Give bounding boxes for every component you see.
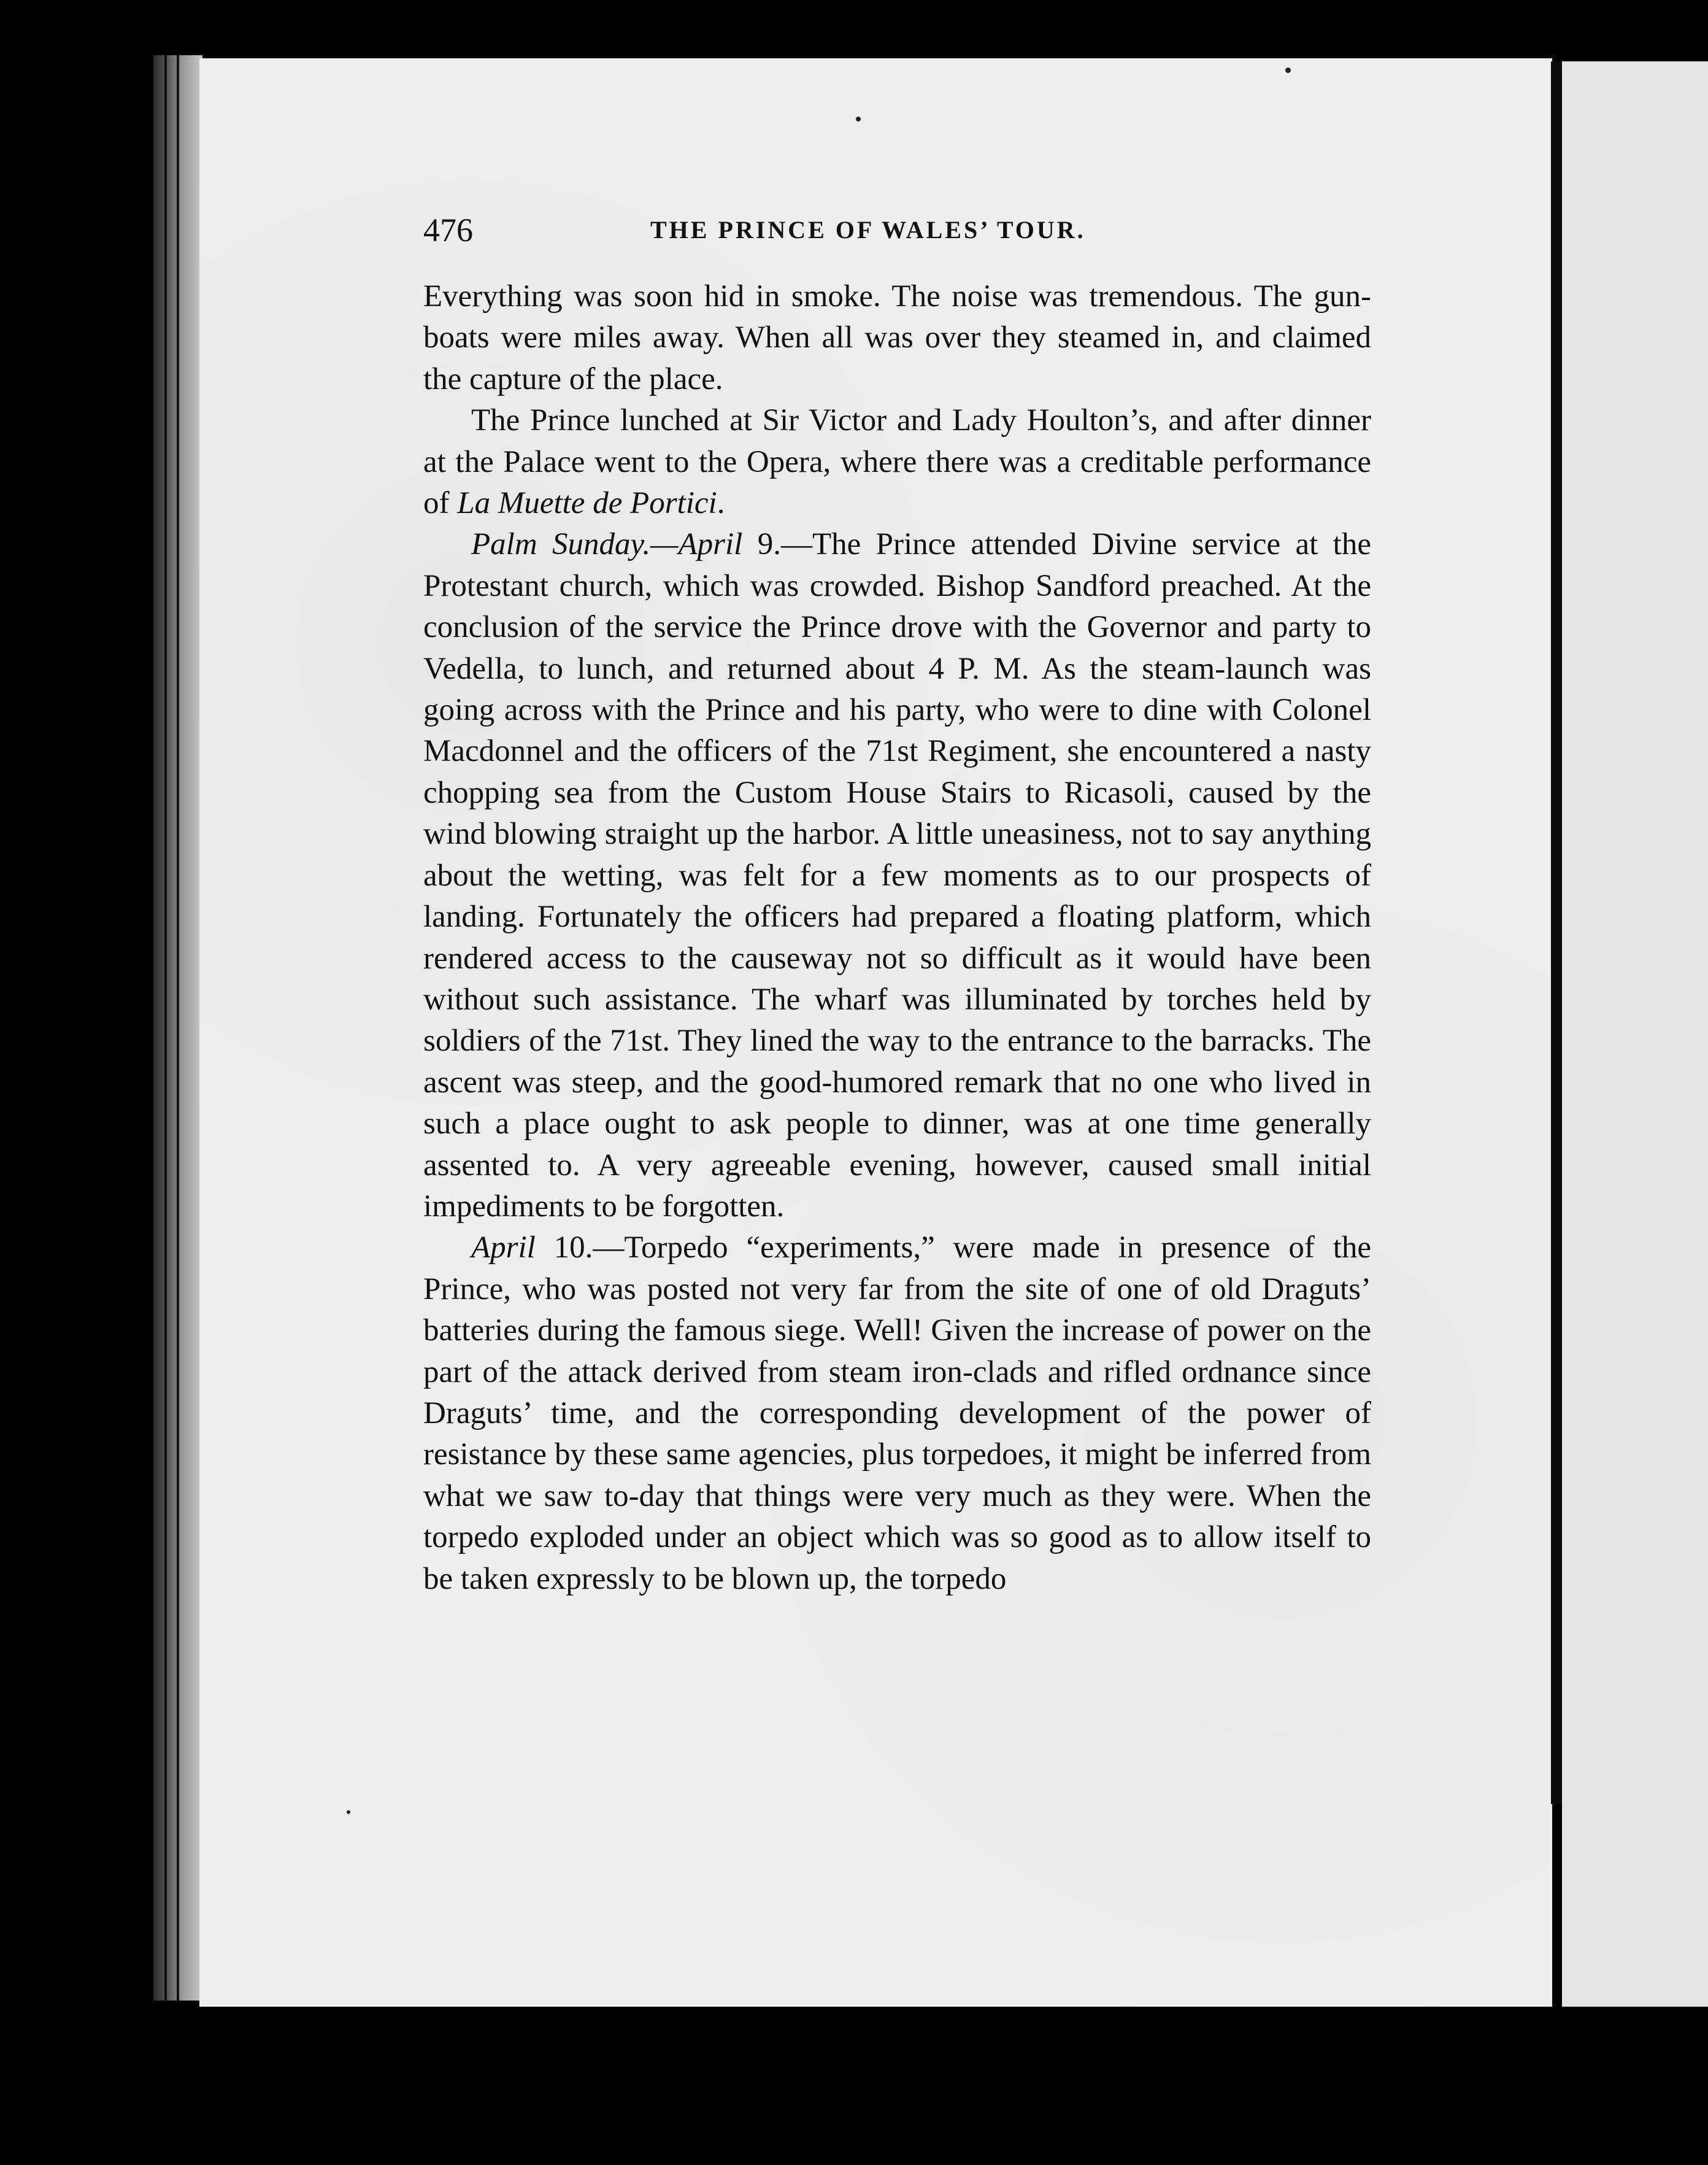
paragraph-1 [423,276,1371,400]
paragraph-4 [423,1227,1371,1600]
running-header [423,203,1371,258]
binding-line [177,55,179,2001]
date-heading: Palm Sunday.—April [471,527,743,562]
scan-speck [1285,68,1291,73]
paragraph-text: 10.—Torpedo “experiments,” were made in presence of the Prince, who was posted not very far from the site of one of old Draguts’ batteries during the famous siege. Well! Given the increase of power on the part of the attack derived from steam iron-clads and rifled ordnance since Draguts’ time, and the corresponding development of the power of resistance by these same agencies, plus torpedoes, it might be inferred from what we saw to-day that things were very much as they were. When the torpedo exploded under an object which was so good as to allow itself to be taken expressly to be blown up, the torpedo [423,1230,1371,1596]
page-number: 476 [423,212,473,249]
body-text [423,276,1371,1600]
paragraph-2 [423,400,1371,524]
paragraph-text: 9.—The Prince attended Divine service at the Protestant church, which was crowded. Bishop Sandford preached. At the conclusion of the service the Prince drove with the Governor and party to Vedella, to lunch, and returned about 4 P. M. As the steam-launch was going across with the Prince and his party, who were to dine with Colonel Macdonnel and the officers of the 71st Regiment, she encountered a nasty chopping sea from the Custom House Stairs to Ricasoli, caused by the wind blowing straight up the harbor. A little uneasiness, not to say anything about the wetting, was felt for a few moments as to our prospects of landing. Fortunately the officers had prepared a floating platform, which rendered access to the causeway not so difficult as it would have been without such assistance. The wharf was illuminated by torches held by soldiers of the 71st. They lined the way to the entrance to the barracks. The ascent was steep, and the good-humored remark that no one who lived in such a place ought to ask people to dinner, was at one time generally assented to. A very agreeable evening, however, caused small initial impediments to be forgotten. [423,527,1371,1224]
scan-speck [347,1810,350,1814]
paragraph-text: Everything was soon hid in smoke. The noise was tremendous. The gun-boats were miles away. When all was over they steamed in, and claimed the capture of the place. [423,279,1371,396]
binding-line [164,55,167,2001]
opera-title: La Muette de Portici [457,486,717,521]
scan-speck [856,117,861,122]
paragraph-text: . [717,486,725,521]
facing-page-edge [1562,61,1708,2007]
date-heading: April [471,1230,536,1265]
paragraph-3 [423,524,1371,1227]
page-edge-shadow [1551,61,1562,1804]
running-title: THE PRINCE OF WALES’ TOUR. [650,216,1086,244]
paragraph-text: The Prince lunched at Sir Victor and Lady Houlton’s, and after dinner at the Palace went to the Opera, where there was a creditable performance of [423,403,1371,521]
